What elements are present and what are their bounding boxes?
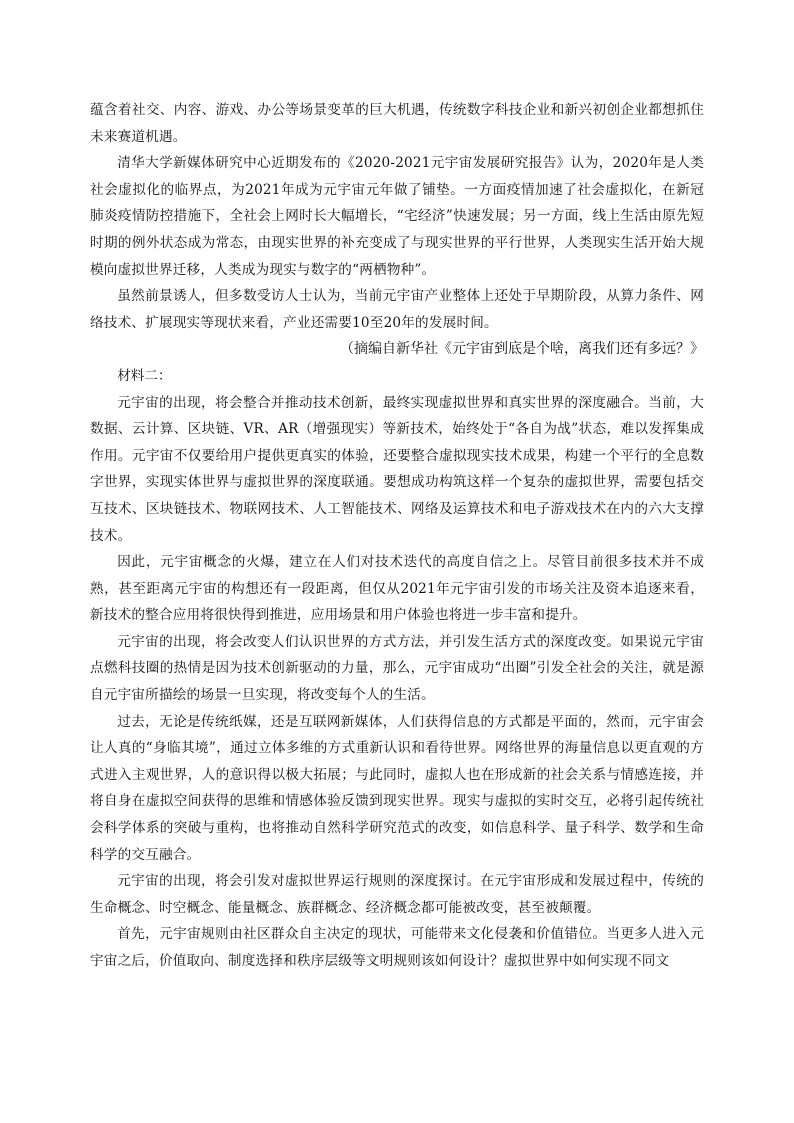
source-citation: （摘编自新华社《元宇宙到底是个啥，离我们还有多远？》 [340, 341, 704, 358]
paragraph-lifestyle-change: 元宇宙的出现，将会改变人们认识世界的方式方法，并引发生活方式的深度改变。如果说元宇宙点燃科技圈的热情是因为技术创新驱动的力量，那么，元宇宙成功“出圈”引发全社会的关注，就是源自元宇宙所描绘的场景一旦实现，将改变每个人的生活。 [90, 633, 704, 704]
paragraph-community-rules: 首先，元宇宙规则由社区群众自主决定的现状，可能带来文化侵袭和价值错位。当更多人进入元宇宙之后，价值取向、制度选择和秩序层级等文明规则该如何设计？虚拟世界中如何实现不同文 [90, 926, 704, 969]
section-heading-material-two: 材料二： [117, 367, 172, 384]
paragraph-perception-change: 过去，无论是传统纸媒，还是互联网新媒体，人们获得信息的方式都是平面的，然而，元宇宙会让人真的“身临其境”，通过立体多维的方式重新认识和看待世界。网络世界的海量信息以更直观的方式进入主观世界，人的意识得以极大拓展；与此同时，虚拟人也在形成新的社会关系与情感连接，并将自身在虚拟空间获得的思维和情感体验反馈到现实世界。现实与虚拟的实时交互，必将引起传统社会科学体系的突破与重构，也将推动自然科学研究范式的改变，如信息科学、量子科学、数学和生命科学的交互融合。 [90, 713, 704, 863]
paragraph-tsinghua-report: 清华大学新媒体研究中心近期发布的《2020-2021元宇宙发展研究报告》认为，2020年是人类社会虚拟化的临界点，为2021年成为元宇宙元年做了铺垫。一方面疫情加速了社会虚拟化，在新冠肺炎疫情防控措施下，全社会上网时长大幅增长，“宅经济”快速发展；另一方面，线上生活由原先短时期的例外状态成为常态，由现实世界的补充变成了与现实世界的平行世界，人类现实生活开始大规模向虚拟世界迁移，人类成为现实与数字的“两栖物种”。 [90, 155, 704, 278]
paragraph-technology-confidence: 因此，元宇宙概念的火爆，建立在人们对技术迭代的高度自信之上。尽管目前很多技术并不成熟，甚至距离元宇宙的构想还有一段距离，但仅从2021年元宇宙引发的市场关注及资本追逐来看，新技术的整合应用将很快得到推进，应用场景和用户体验也将进一步丰富和提升。 [90, 554, 704, 624]
paragraph-technology-integration: 元宇宙的出现，将会整合并推动技术创新，最终实现虚拟世界和真实世界的深度融合。当前，大数据、云计算、区块链、VR、AR（增强现实）等新技术，始终处于“各自为战”状态，难以发挥集成作用。元宇宙不仅要给用户提供更真实的体验，还要整合虚拟现实技术成果，构建一个平行的全息数字世界，实现实体世界与虚拟世界的深度联通。要想成功构筑这样一个复杂的虚拟世界，需要包括交互技术、区块链技术、物联网技术、人工智能技术、网络及运算技术和电子游戏技术在内的六大支撑技术。 [90, 394, 704, 544]
document-page [90, 97, 704, 975]
paragraph-virtual-rules: 元宇宙的出现，将会引发对虚拟世界运行规则的深度探讨。在元宇宙形成和发展过程中，传统的生命概念、时空概念、能量概念、族群概念、经济概念都可能被改变，甚至被颠覆。 [90, 873, 704, 916]
paragraph-industry-outlook: 虽然前景诱人，但多数受访人士认为，当前元宇宙产业整体上还处于早期阶段，从算力条件、网络技术、扩展现实等现状来看，产业还需要10至20年的发展时间。 [90, 288, 704, 331]
paragraph-continued: 蕴含着社交、内容、游戏、办公等场景变革的巨大机遇，传统数字科技企业和新兴初创企业都想抓住未来赛道机遇。 [90, 102, 704, 145]
